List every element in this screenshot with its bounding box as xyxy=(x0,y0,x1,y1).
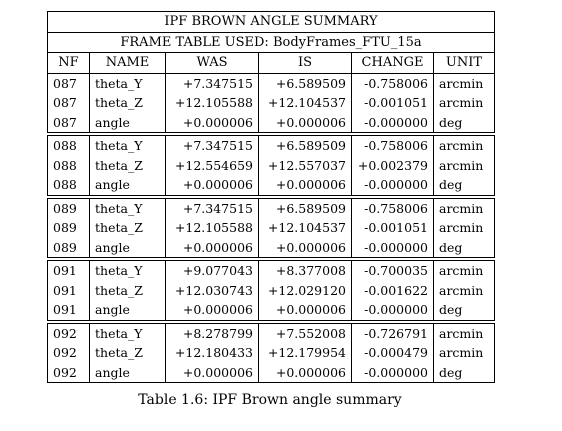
cell-name: angle xyxy=(90,175,166,195)
cell-change: -0.000000 xyxy=(352,363,434,383)
cell-unit: arcmin xyxy=(434,73,495,93)
cell-was: +7.347515 xyxy=(166,136,259,156)
cell-name: theta_Z xyxy=(90,156,166,176)
cell-is: +6.589509 xyxy=(259,136,352,156)
cell-was: +9.077043 xyxy=(166,261,259,281)
cell-name: angle xyxy=(90,238,166,258)
cell-nf: 091 xyxy=(48,281,90,301)
cell-nf: 087 xyxy=(48,73,90,93)
table-row xyxy=(48,136,495,156)
cell-was: +12.554659 xyxy=(166,156,259,176)
cell-was: +0.000006 xyxy=(166,363,259,383)
cell-was: +0.000006 xyxy=(166,113,259,133)
cell-was: +8.278799 xyxy=(166,323,259,343)
header-name: NAME xyxy=(90,53,166,74)
table-row xyxy=(48,175,495,195)
cell-change: -0.001622 xyxy=(352,281,434,301)
cell-is: +8.377008 xyxy=(259,261,352,281)
cell-name: theta_Y xyxy=(90,323,166,343)
cell-unit: arcmin xyxy=(434,218,495,238)
cell-change: -0.000000 xyxy=(352,175,434,195)
table-row xyxy=(48,93,495,113)
cell-unit: arcmin xyxy=(434,323,495,343)
cell-was: +12.180433 xyxy=(166,343,259,363)
cell-change: -0.758006 xyxy=(352,73,434,93)
table-row xyxy=(48,218,495,238)
cell-change: -0.000000 xyxy=(352,238,434,258)
cell-name: angle xyxy=(90,300,166,320)
cell-name: angle xyxy=(90,363,166,383)
header-unit: UNIT xyxy=(434,53,495,74)
cell-is: +12.029120 xyxy=(259,281,352,301)
cell-is: +0.000006 xyxy=(259,300,352,320)
cell-is: +12.179954 xyxy=(259,343,352,363)
cell-unit: deg xyxy=(434,175,495,195)
header-nf: NF xyxy=(48,53,90,74)
table-row xyxy=(48,113,495,133)
cell-name: theta_Y xyxy=(90,198,166,218)
cell-name: theta_Y xyxy=(90,73,166,93)
cell-unit: arcmin xyxy=(434,261,495,281)
cell-is: +6.589509 xyxy=(259,73,352,93)
cell-nf: 092 xyxy=(48,343,90,363)
cell-nf: 089 xyxy=(48,238,90,258)
cell-is: +6.589509 xyxy=(259,198,352,218)
table-row xyxy=(48,238,495,258)
cell-change: -0.758006 xyxy=(352,136,434,156)
table-row xyxy=(48,156,495,176)
cell-change: -0.000000 xyxy=(352,113,434,133)
cell-change: -0.001051 xyxy=(352,218,434,238)
header-is: IS xyxy=(259,53,352,74)
cell-name: theta_Y xyxy=(90,261,166,281)
cell-is: +12.104537 xyxy=(259,218,352,238)
cell-unit: deg xyxy=(434,113,495,133)
subtitle-row xyxy=(48,32,495,53)
cell-nf: 092 xyxy=(48,323,90,343)
cell-name: angle xyxy=(90,113,166,133)
cell-nf: 089 xyxy=(48,218,90,238)
table-row xyxy=(48,363,495,383)
header-row xyxy=(48,53,495,74)
cell-nf: 092 xyxy=(48,363,90,383)
cell-name: theta_Z xyxy=(90,343,166,363)
cell-unit: deg xyxy=(434,238,495,258)
cell-was: +0.000006 xyxy=(166,175,259,195)
table-row xyxy=(48,323,495,343)
table-row xyxy=(48,198,495,218)
cell-change: -0.000479 xyxy=(352,343,434,363)
table-title: IPF BROWN ANGLE SUMMARY xyxy=(48,12,495,33)
table-row xyxy=(48,281,495,301)
cell-was: +12.105588 xyxy=(166,93,259,113)
cell-name: theta_Y xyxy=(90,136,166,156)
cell-name: theta_Z xyxy=(90,93,166,113)
cell-unit: deg xyxy=(434,300,495,320)
cell-unit: arcmin xyxy=(434,93,495,113)
cell-was: +7.347515 xyxy=(166,198,259,218)
cell-was: +0.000006 xyxy=(166,238,259,258)
cell-nf: 088 xyxy=(48,175,90,195)
cell-was: +12.030743 xyxy=(166,281,259,301)
cell-change: +0.002379 xyxy=(352,156,434,176)
angle-summary-table xyxy=(47,11,495,383)
cell-nf: 088 xyxy=(48,156,90,176)
title-row xyxy=(48,12,495,33)
cell-nf: 091 xyxy=(48,261,90,281)
cell-unit: arcmin xyxy=(434,198,495,218)
table-row xyxy=(48,300,495,320)
cell-name: theta_Z xyxy=(90,218,166,238)
cell-was: +12.105588 xyxy=(166,218,259,238)
cell-unit: arcmin xyxy=(434,281,495,301)
cell-is: +0.000006 xyxy=(259,175,352,195)
table-row xyxy=(48,343,495,363)
cell-unit: deg xyxy=(434,363,495,383)
cell-is: +12.104537 xyxy=(259,93,352,113)
table-subtitle: FRAME TABLE USED: BodyFrames_FTU_15a xyxy=(48,32,495,53)
table-row xyxy=(48,261,495,281)
cell-name: theta_Z xyxy=(90,281,166,301)
cell-nf: 087 xyxy=(48,113,90,133)
cell-is: +12.557037 xyxy=(259,156,352,176)
cell-is: +0.000006 xyxy=(259,238,352,258)
table-caption: Table 1.6: IPF Brown angle summary xyxy=(138,392,402,408)
cell-change: -0.758006 xyxy=(352,198,434,218)
cell-is: +7.552008 xyxy=(259,323,352,343)
cell-unit: arcmin xyxy=(434,343,495,363)
table-row xyxy=(48,73,495,93)
cell-unit: arcmin xyxy=(434,156,495,176)
cell-change: -0.700035 xyxy=(352,261,434,281)
cell-nf: 089 xyxy=(48,198,90,218)
cell-nf: 088 xyxy=(48,136,90,156)
header-change: CHANGE xyxy=(352,53,434,74)
cell-change: -0.726791 xyxy=(352,323,434,343)
cell-is: +0.000006 xyxy=(259,363,352,383)
table-body xyxy=(48,12,495,383)
cell-is: +0.000006 xyxy=(259,113,352,133)
cell-nf: 091 xyxy=(48,300,90,320)
cell-was: +7.347515 xyxy=(166,73,259,93)
cell-nf: 087 xyxy=(48,93,90,113)
cell-change: -0.001051 xyxy=(352,93,434,113)
cell-unit: arcmin xyxy=(434,136,495,156)
cell-change: -0.000000 xyxy=(352,300,434,320)
cell-was: +0.000006 xyxy=(166,300,259,320)
header-was: WAS xyxy=(166,53,259,74)
